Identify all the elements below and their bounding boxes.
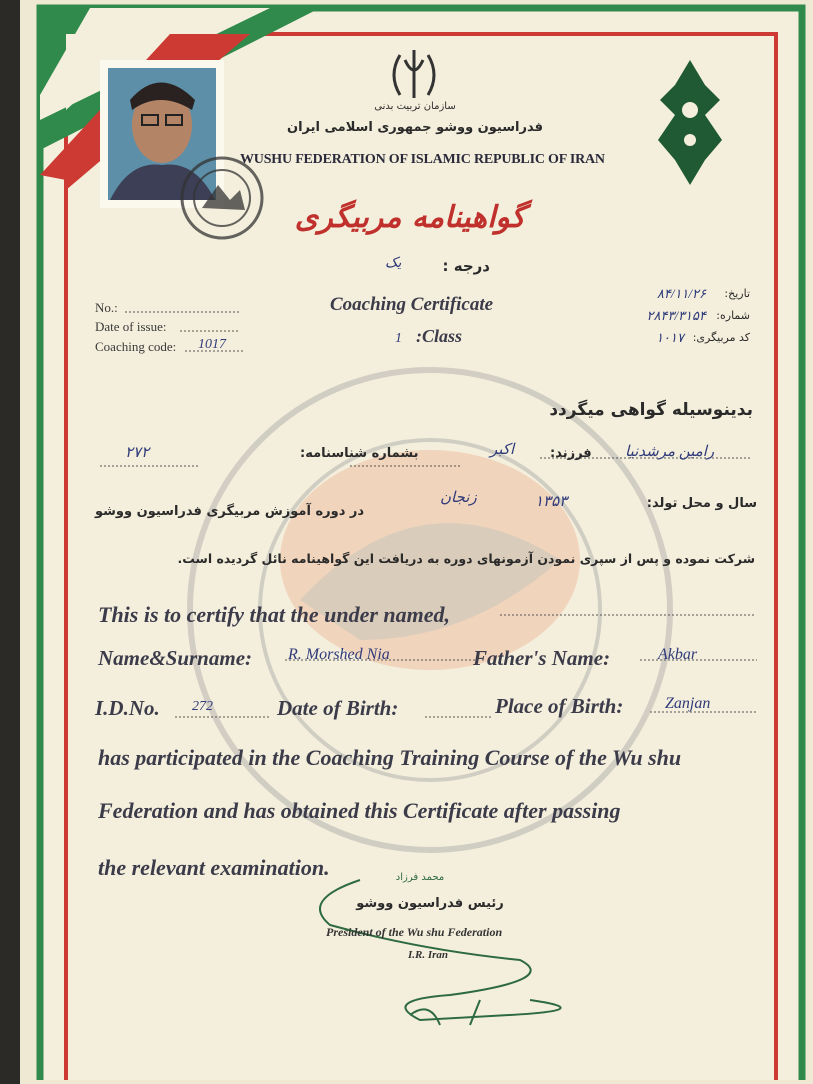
federation-name-fa: فدراسیون ووشو جمهوری اسلامی ایران xyxy=(286,120,543,135)
certificate-title-fa: گواهینامه مربیگری xyxy=(294,200,526,235)
pob-label-en: Place of Birth: xyxy=(495,694,624,718)
id-row-en xyxy=(95,694,760,726)
coaching-code-value: 1017 xyxy=(198,337,226,352)
photo-avatar xyxy=(100,60,224,208)
right-meta xyxy=(630,287,750,353)
father-value-en: Akbar xyxy=(658,646,698,663)
code-label-fa: کد مربیگری: xyxy=(692,331,750,344)
birth-year-fa: ۱۳۵۳ xyxy=(535,494,568,510)
degree-row xyxy=(380,257,490,279)
name-value-fa: رامین مرشدنیا xyxy=(625,444,715,460)
name-row-en xyxy=(98,644,763,674)
issue-date-label: Date of issue: xyxy=(95,319,167,334)
body-line-en-4: has participated in the Coaching Training Course of the Wu shu xyxy=(98,745,682,770)
father-value-fa: اکبر xyxy=(490,442,515,458)
name-label-en: Name&Surname: xyxy=(98,646,253,670)
code-value-fa: ۱۰۱۷ xyxy=(656,330,684,345)
number-label-fa: شماره: xyxy=(716,309,750,322)
birth-place-fa: زنجان xyxy=(440,490,477,506)
id-label-en: I.D.No. xyxy=(95,696,160,720)
number-label: No.: xyxy=(95,300,118,315)
id-label-fa: بشماره شناسنامه: xyxy=(300,446,419,461)
date-label-fa: تاریخ: xyxy=(724,287,750,300)
class-row xyxy=(395,326,462,347)
father-label-en: Father's Name: xyxy=(473,646,611,670)
dob-label-en: Date of Birth: xyxy=(277,696,399,720)
stamp-seal xyxy=(182,158,262,238)
body-line-en-6: the relevant examination. xyxy=(98,855,330,880)
president-title-en: President of the Wu shu Federation xyxy=(326,925,503,939)
org-name-fa: سازمان تربیت بدنی xyxy=(374,101,456,112)
coaching-code-label: Coaching code: xyxy=(95,339,177,354)
certify-line-en: This is to certify that the under named, xyxy=(98,602,451,627)
id-value-fa: ۲۷۲ xyxy=(125,445,150,461)
country-label-en: I.R. Iran xyxy=(408,949,449,961)
child-label-fa: فرزند: xyxy=(550,446,592,461)
signer-name-fa: محمد فرزاد xyxy=(395,872,445,883)
completion-line-fa: شرکت نموده و پس از سپری نمودن آزمونهای دوره به دریافت این گواهینامه نائل گردیده است. xyxy=(177,551,755,566)
president-title-fa: رئیس فدراسیون ووشو xyxy=(356,896,504,911)
persian-birth-row xyxy=(95,490,757,522)
name-value-en: R. Morshed Nia xyxy=(288,646,390,663)
federation-name-en: WUSHU FEDERATION OF ISLAMIC REPUBLIC OF IRAN xyxy=(240,152,605,167)
date-value-fa: ۸۴/۱۱/۲۶ xyxy=(656,286,706,301)
persian-name-row xyxy=(95,442,755,472)
degree-label: درجه : xyxy=(442,257,490,275)
course-text-fa: در دوره آموزش مربیگری فدراسیون ووشو xyxy=(95,504,365,519)
class-value: 1 xyxy=(395,331,402,346)
certify-line-fa: بدینوسیله گواهی میگردد xyxy=(549,400,753,420)
birth-label-fa: سال و محل تولد: xyxy=(646,496,757,511)
body-line-en-5: Federation and has obtained this Certificate after passing xyxy=(98,798,621,823)
certificate-title-en: Coaching Certificate xyxy=(330,294,494,315)
id-value-en: 272 xyxy=(192,699,213,714)
pob-value-en: Zanjan xyxy=(665,695,711,712)
number-value-fa: ۲۸۴۳/۳۱۵۴ xyxy=(646,308,706,323)
class-label: :Class xyxy=(416,326,463,346)
degree-value: یک xyxy=(385,256,402,271)
